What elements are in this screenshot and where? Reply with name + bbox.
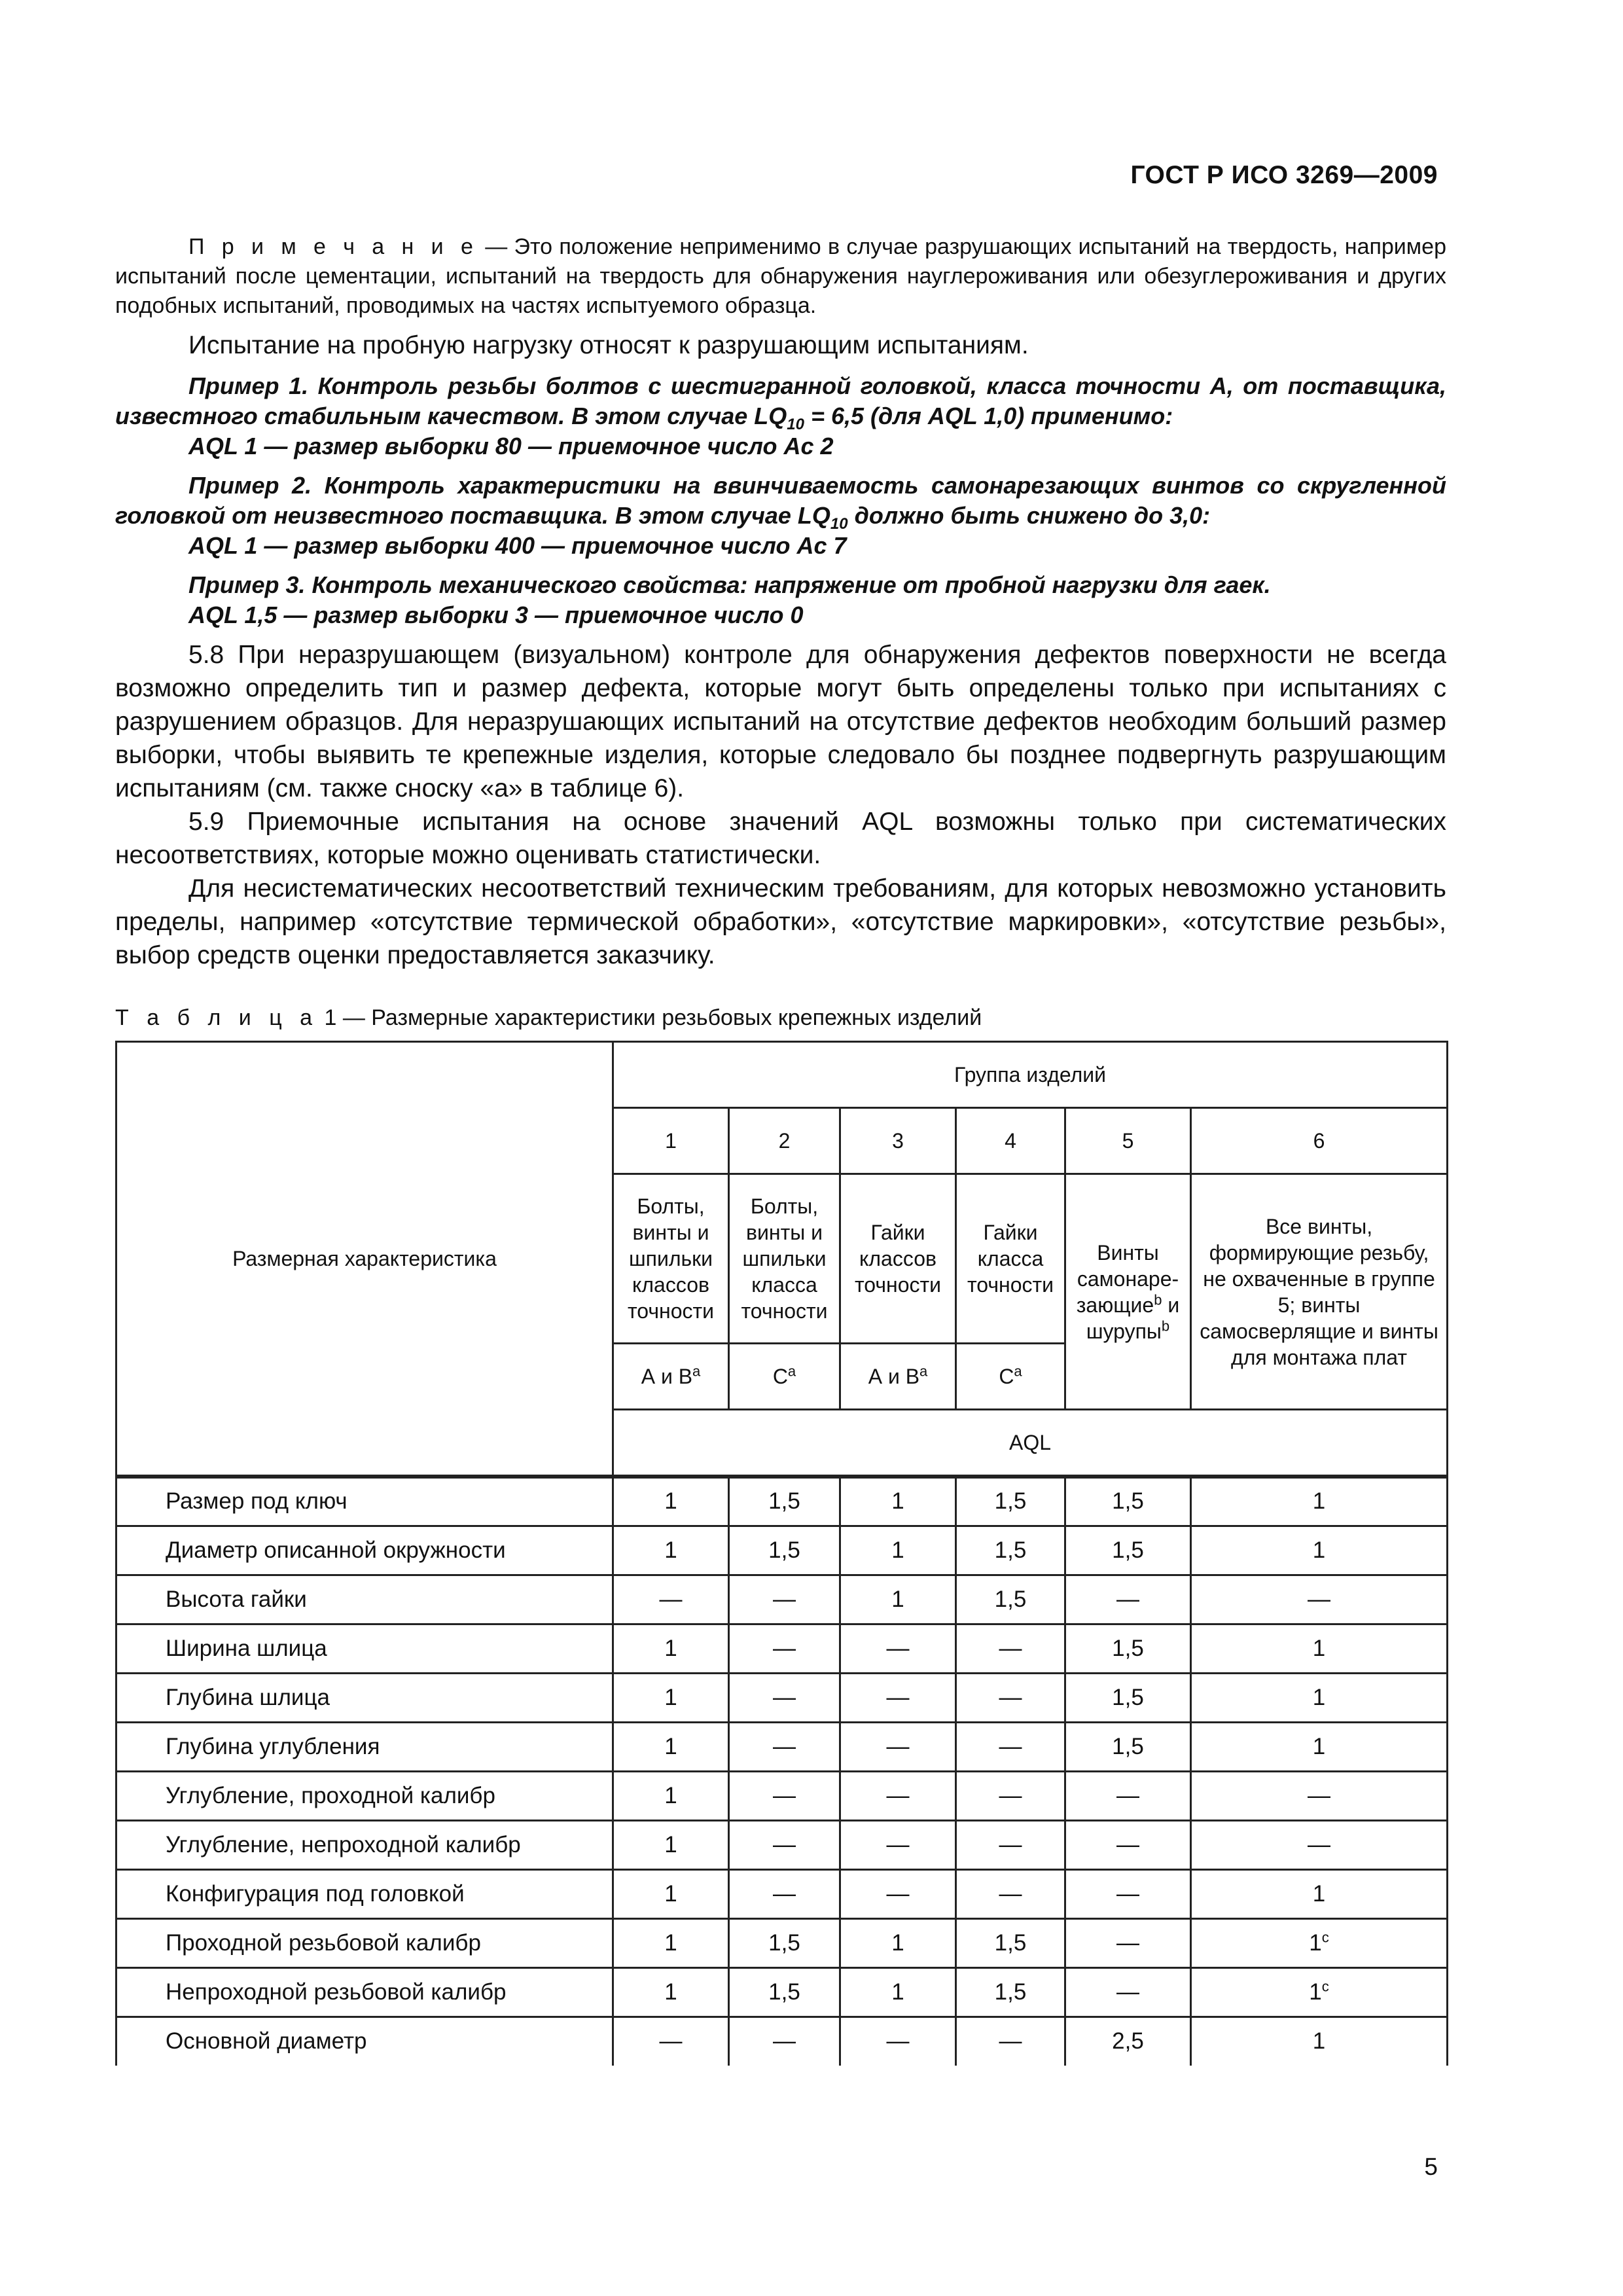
aql-value-text: — xyxy=(1116,1929,1139,1956)
group5-and: и xyxy=(1162,1293,1180,1317)
aql-value-text: — xyxy=(999,1880,1022,1907)
aql-value xyxy=(613,1722,729,1771)
aql-value-text: 1 xyxy=(1312,1635,1326,1661)
aql-value-text: 2,5 xyxy=(1112,2028,1144,2054)
aql-value-text: 1 xyxy=(664,1537,677,1563)
aql-value xyxy=(613,1526,729,1575)
aql-value-text: 1 xyxy=(1312,2028,1326,2054)
aql-value xyxy=(1191,1918,1448,1967)
aql-value-text: 1 xyxy=(891,1586,904,1612)
class-label: А и В xyxy=(641,1365,693,1388)
aql-value xyxy=(729,1771,840,1820)
aql-value xyxy=(1065,1673,1191,1722)
aql-value-text: — xyxy=(1116,1831,1139,1857)
table-row xyxy=(116,1624,1448,1673)
group-description: Гайки классов точности xyxy=(840,1174,956,1344)
footnote-b: b xyxy=(1154,1291,1162,1308)
aql-value-text: 1,5 xyxy=(768,1537,800,1563)
aql-value-text: — xyxy=(773,1586,796,1612)
aql-value-text: 1,5 xyxy=(994,1488,1027,1515)
aql-value-text: — xyxy=(773,1831,796,1857)
table-row xyxy=(116,1477,1448,1526)
aql-value-text: — xyxy=(773,2028,796,2054)
aql-value-text: — xyxy=(1116,1782,1139,1808)
note-label: П р и м е ч а н и е xyxy=(188,234,478,259)
group-description: Все винты, формирующие резьбу, не охваченные в группе 5; винты самосверлящие и винты для монтажа плат xyxy=(1191,1174,1448,1410)
aql-value xyxy=(613,1624,729,1673)
class-label: С xyxy=(772,1365,788,1388)
aql-value xyxy=(1065,1575,1191,1624)
footnote-a: a xyxy=(787,1363,796,1380)
aql-value-text: 1,5 xyxy=(994,1537,1027,1563)
row-label: Диаметр описанной окружности xyxy=(116,1526,613,1575)
aql-value xyxy=(1065,2017,1191,2066)
row-label: Непроходной резьбовой калибр xyxy=(116,1967,613,2017)
note-text: — Это положение неприменимо в случае разрушающих испытаний на твердость, например испытаний после цементации, испытаний на твердость для обнаружения науглероживания или обезуглероживания и других подобных испытаний, проводимых на частях испытуемого образца. xyxy=(115,234,1446,318)
aql-value xyxy=(729,1526,840,1575)
group-description: Гайки класса точности xyxy=(956,1174,1065,1344)
footnote-a: a xyxy=(692,1363,701,1380)
aql-value xyxy=(956,1820,1065,1869)
aql-value xyxy=(840,1526,956,1575)
aql-value xyxy=(1065,1771,1191,1820)
aql-value-text: — xyxy=(773,1733,796,1759)
aql-value-text: — xyxy=(999,1684,1022,1710)
row-label: Размер под ключ xyxy=(116,1477,613,1526)
aql-value xyxy=(1065,1869,1191,1918)
aql-value xyxy=(956,1526,1065,1575)
document-header: ГОСТ Р ИСО 3269—2009 xyxy=(1130,161,1438,189)
table-row xyxy=(116,1918,1448,1967)
aql-value xyxy=(1191,1869,1448,1918)
aql-value xyxy=(1065,1624,1191,1673)
footnote-b: b xyxy=(1161,1317,1170,1334)
group5-line2: зающие xyxy=(1076,1293,1154,1317)
table-row xyxy=(116,1771,1448,1820)
aql-value xyxy=(613,1967,729,2017)
aql-value-text: 1 xyxy=(664,1831,677,1857)
aql-value xyxy=(729,2017,840,2066)
aql-value-text: — xyxy=(886,1782,910,1808)
row-label: Проходной резьбовой калибр xyxy=(116,1918,613,1967)
table-row xyxy=(116,1575,1448,1624)
group-number: 6 xyxy=(1191,1108,1448,1174)
row-header: Размерная характеристика xyxy=(116,1042,613,1477)
aql-value xyxy=(729,1477,840,1526)
aql-value xyxy=(1065,1967,1191,2017)
aql-table xyxy=(115,1041,1448,2066)
class-cell xyxy=(613,1344,729,1410)
table-body xyxy=(116,1477,1448,2066)
table-row xyxy=(116,2017,1448,2066)
aql-value-text: 1 xyxy=(1312,1488,1326,1515)
aql-value xyxy=(840,1918,956,1967)
proof-load-paragraph: Испытание на пробную нагрузку относят к разрушающим испытаниям. xyxy=(188,331,1029,359)
row-label: Основной диаметр xyxy=(116,2017,613,2066)
example-1-text xyxy=(115,371,1446,434)
aql-value-text: 1,5 xyxy=(1112,1537,1144,1563)
aql-value xyxy=(729,1575,840,1624)
aql-value-text: — xyxy=(1308,1586,1331,1612)
example-1-post: = 6,5 (для AQL 1,0) применимо: xyxy=(804,403,1173,429)
aql-value-text: 1,5 xyxy=(994,1979,1027,2005)
class-label: А и В xyxy=(868,1365,920,1388)
aql-value-text: 1 xyxy=(1309,1929,1322,1956)
aql-value xyxy=(729,1918,840,1967)
aql-value-text: — xyxy=(999,1635,1022,1661)
aql-value-text: 1 xyxy=(664,1929,677,1956)
aql-value-text: 1,5 xyxy=(1112,1488,1144,1515)
aql-value xyxy=(613,1918,729,1967)
aql-value-text: — xyxy=(886,1831,910,1857)
table-row xyxy=(116,1820,1448,1869)
aql-value xyxy=(840,1624,956,1673)
group-description xyxy=(1065,1174,1191,1410)
table-row xyxy=(116,1967,1448,2017)
aql-value xyxy=(840,1575,956,1624)
aql-value xyxy=(956,1673,1065,1722)
aql-value-text: 1 xyxy=(1312,1537,1326,1563)
example-2-pre: Пример 2. Контроль характеристики на ввинчиваемость самонарезающих винтов со скругленной головкой от неизвестного поставщика. В этом случае LQ xyxy=(115,472,1446,529)
group-number: 1 xyxy=(613,1108,729,1174)
aql-value xyxy=(840,1820,956,1869)
aql-value-text: 1,5 xyxy=(1112,1635,1144,1661)
example-2-post: должно быть снижено до 3,0: xyxy=(847,502,1211,529)
aql-value-text: 1 xyxy=(664,1733,677,1759)
aql-value xyxy=(1191,1820,1448,1869)
aql-value xyxy=(840,1673,956,1722)
aql-value xyxy=(840,1477,956,1526)
aql-value xyxy=(1191,1526,1448,1575)
aql-value-text: 1 xyxy=(664,1880,677,1907)
class-cell xyxy=(840,1344,956,1410)
group5-line3: шурупы xyxy=(1086,1319,1162,1343)
aql-value xyxy=(1065,1477,1191,1526)
row-label: Ширина шлица xyxy=(116,1624,613,1673)
example-1-sub: 10 xyxy=(787,416,804,434)
aql-value xyxy=(1065,1918,1191,1967)
aql-value xyxy=(729,1722,840,1771)
row-label: Конфигурация под головкой xyxy=(116,1869,613,1918)
aql-value xyxy=(729,1673,840,1722)
paragraph-5-9: 5.9 Приемочные испытания на основе значений AQL возможны только при систематических несоответствиях, которые можно оценивать статистически. xyxy=(115,808,1446,869)
aql-value-text: 1 xyxy=(891,1488,904,1515)
aql-value xyxy=(956,1624,1065,1673)
aql-value-text: — xyxy=(999,2028,1022,2054)
page-body xyxy=(115,232,1446,972)
aql-value-text: 1 xyxy=(891,1537,904,1563)
aql-value xyxy=(956,1967,1065,2017)
aql-value-text: — xyxy=(886,1635,910,1661)
aql-value-text: — xyxy=(773,1684,796,1710)
aql-value xyxy=(613,2017,729,2066)
example-2-text xyxy=(115,471,1446,531)
aql-value xyxy=(1191,1722,1448,1771)
row-label: Углубление, проходной калибр xyxy=(116,1771,613,1820)
aql-value xyxy=(613,1477,729,1526)
group-number: 3 xyxy=(840,1108,956,1174)
aql-value-text: — xyxy=(999,1831,1022,1857)
aql-value-text: — xyxy=(1116,1880,1139,1907)
aql-value xyxy=(1191,1967,1448,2017)
example-1-aql: AQL 1 — размер выборки 80 — приемочное число Ac 2 xyxy=(188,433,834,459)
example-3-aql: AQL 1,5 — размер выборки 3 — приемочное число 0 xyxy=(188,601,804,628)
aql-value xyxy=(1065,1526,1191,1575)
aql-header: AQL xyxy=(613,1410,1448,1477)
aql-value xyxy=(613,1820,729,1869)
example-3-text: Пример 3. Контроль механического свойства: напряжение от пробной нагрузки для гаек. xyxy=(188,571,1271,598)
aql-value-text: 1 xyxy=(664,1979,677,2005)
aql-value-text: — xyxy=(1116,1979,1139,2005)
aql-value xyxy=(729,1967,840,2017)
table-caption-label: Т а б л и ц а xyxy=(115,1005,319,1030)
aql-value-text: 1,5 xyxy=(994,1586,1027,1612)
aql-value xyxy=(956,1771,1065,1820)
class-label: С xyxy=(999,1365,1014,1388)
aql-value xyxy=(1191,1477,1448,1526)
class-cell xyxy=(956,1344,1065,1410)
aql-value xyxy=(1065,1722,1191,1771)
aql-value xyxy=(613,1673,729,1722)
aql-value-text: — xyxy=(659,2028,683,2054)
group-header: Группа изделий xyxy=(613,1042,1448,1108)
group-description: Болты, винты и шпильки класса точности xyxy=(729,1174,840,1344)
footnote-c: c xyxy=(1321,1977,1329,1994)
aql-value xyxy=(956,1722,1065,1771)
example-1-pre: Пример 1. Контроль резьбы болтов с шестигранной головкой, класса точности А, от поставщика, известного стабильным качеством. В этом случае LQ xyxy=(115,372,1446,429)
aql-value-text: 1 xyxy=(664,1635,677,1661)
aql-value-text: — xyxy=(773,1880,796,1907)
aql-value-text: 1,5 xyxy=(994,1929,1027,1956)
aql-value xyxy=(956,1575,1065,1624)
aql-value xyxy=(956,1869,1065,1918)
aql-value-text: 1,5 xyxy=(1112,1733,1144,1759)
paragraph-5-8: 5.8 При неразрушающем (визуальном) контроле для обнаружения дефектов поверхности не всегда возможно определить тип и размер дефекта, которые могут быть определены только при испытаниях с разрушением образцов. Для неразрушающих испытаний на отсутствие дефектов необходим больший размер выборки, чтобы выявить те крепежные изделия, которые следовало бы позднее подвергнуть разрушающим испытаниям (см. также сноску «а» в таблице 6). xyxy=(115,641,1446,802)
aql-value-text: 1 xyxy=(664,1684,677,1710)
aql-value xyxy=(1191,1624,1448,1673)
aql-value-text: 1 xyxy=(664,1782,677,1808)
example-1 xyxy=(115,371,1446,461)
aql-value xyxy=(613,1575,729,1624)
aql-value-text: 1 xyxy=(1312,1880,1326,1907)
example-2 xyxy=(115,471,1446,561)
aql-value xyxy=(956,1477,1065,1526)
aql-value xyxy=(729,1624,840,1673)
table-caption-text: 1 — Размерные характеристики резьбовых крепежных изделий xyxy=(318,1005,982,1030)
aql-value xyxy=(1191,1575,1448,1624)
class-cell xyxy=(729,1344,840,1410)
aql-value-text: — xyxy=(1308,1831,1331,1857)
group5-line1: Винты самонаре- xyxy=(1077,1240,1179,1291)
aql-value-text: 1,5 xyxy=(768,1488,800,1515)
aql-value xyxy=(840,1722,956,1771)
aql-value-text: 1,5 xyxy=(1112,1684,1144,1710)
aql-value-text: 1 xyxy=(1309,1979,1322,2005)
aql-value-text: — xyxy=(886,2028,910,2054)
aql-value xyxy=(956,2017,1065,2066)
aql-value-text: — xyxy=(886,1880,910,1907)
group-number: 5 xyxy=(1065,1108,1191,1174)
aql-value-text: — xyxy=(886,1684,910,1710)
group-number: 2 xyxy=(729,1108,840,1174)
table-row xyxy=(116,1673,1448,1722)
aql-value-text: — xyxy=(659,1586,683,1612)
aql-value-text: 1 xyxy=(1312,1733,1326,1759)
aql-value xyxy=(613,1869,729,1918)
aql-value xyxy=(1191,2017,1448,2066)
aql-value-text: 1,5 xyxy=(768,1929,800,1956)
aql-value xyxy=(1065,1820,1191,1869)
row-label: Глубина углубления xyxy=(116,1722,613,1771)
example-2-aql: AQL 1 — размер выборки 400 — приемочное число Ac 7 xyxy=(188,532,847,559)
aql-value xyxy=(613,1771,729,1820)
aql-value xyxy=(1191,1673,1448,1722)
group-description: Болты, винты и шпильки классов точности xyxy=(613,1174,729,1344)
aql-value xyxy=(729,1869,840,1918)
aql-value-text: — xyxy=(773,1635,796,1661)
aql-value xyxy=(840,1967,956,2017)
aql-value-text: 1 xyxy=(1312,1684,1326,1710)
aql-value-text: 1 xyxy=(891,1929,904,1956)
example-3 xyxy=(115,570,1446,630)
row-label: Углубление, непроходной калибр xyxy=(116,1820,613,1869)
aql-value xyxy=(729,1820,840,1869)
aql-value-text: 1 xyxy=(664,1488,677,1515)
aql-value-text: — xyxy=(886,1733,910,1759)
aql-value xyxy=(840,2017,956,2066)
table-caption xyxy=(115,1005,982,1031)
footnote-a: a xyxy=(919,1363,928,1380)
aql-value xyxy=(840,1771,956,1820)
aql-value-text: — xyxy=(999,1733,1022,1759)
footnote-c: c xyxy=(1321,1928,1329,1945)
table-row xyxy=(116,1869,1448,1918)
aql-value-text: 1,5 xyxy=(768,1979,800,2005)
row-label: Высота гайки xyxy=(116,1575,613,1624)
table-row xyxy=(116,1526,1448,1575)
group-number: 4 xyxy=(956,1108,1065,1174)
page-number: 5 xyxy=(1424,2153,1438,2180)
row-label: Глубина шлица xyxy=(116,1673,613,1722)
aql-value-text: — xyxy=(1308,1782,1331,1808)
aql-value-text: — xyxy=(1116,1586,1139,1612)
footnote-a: a xyxy=(1014,1363,1022,1380)
aql-value-text: — xyxy=(999,1782,1022,1808)
aql-value xyxy=(840,1869,956,1918)
note-paragraph xyxy=(115,232,1446,321)
aql-value xyxy=(1191,1771,1448,1820)
aql-value-text: — xyxy=(773,1782,796,1808)
aql-value xyxy=(956,1918,1065,1967)
table-row xyxy=(116,1722,1448,1771)
example-2-sub: 10 xyxy=(830,515,848,533)
paragraph-nonsystematic: Для несистематических несоответствий техническим требованиям, для которых невозможно установить пределы, например «отсутствие термической обработки», «отсутствие маркировки», «отсутствие резьбы», выбор средств оценки предоставляется заказчику. xyxy=(115,874,1446,969)
aql-value-text: 1 xyxy=(891,1979,904,2005)
